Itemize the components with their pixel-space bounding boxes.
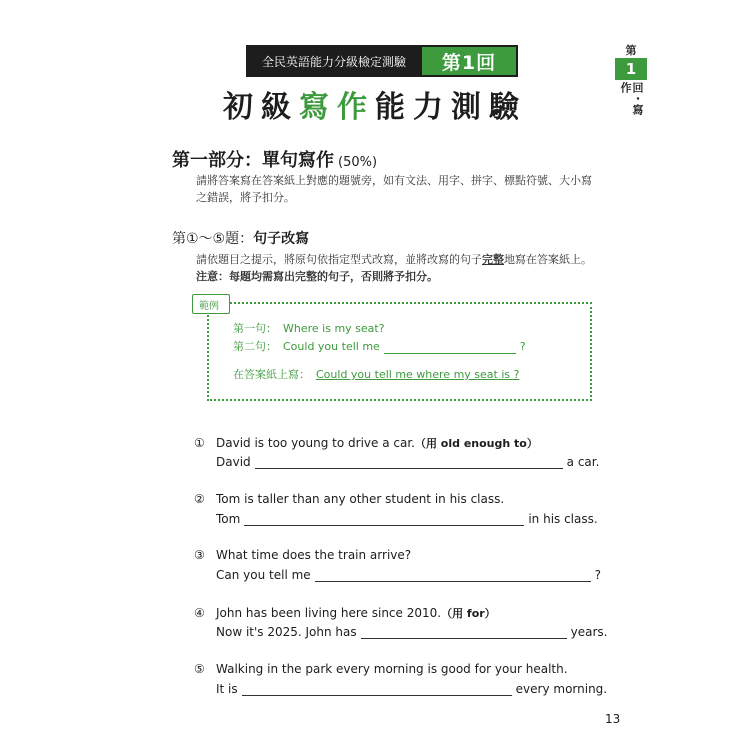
example-line1-label: 第一句： — [233, 322, 277, 335]
section-title-main: 句子改寫 — [253, 231, 310, 247]
answer-start: Can you tell me — [216, 568, 311, 582]
question-number: ② — [194, 492, 205, 506]
section-desc-emph: 完整 — [482, 253, 504, 266]
question-hint: （用 for） — [441, 607, 496, 620]
example-tag: 範例 — [192, 294, 230, 314]
round-badge: 第1回 — [422, 45, 518, 77]
section-instructions — [196, 251, 596, 268]
answer-start: Now it's 2025. John has — [216, 625, 357, 639]
answer-blank[interactable] — [255, 454, 563, 469]
section-title-prefix: 第①～⑤題： — [172, 231, 254, 247]
side-tab-text: 回・寫作 — [619, 82, 644, 115]
answer-line-3 — [216, 567, 601, 582]
question-text: John has been living here since 2010. — [216, 606, 442, 620]
answer-blank[interactable] — [361, 624, 567, 639]
side-tab — [615, 44, 647, 122]
example-answer — [233, 366, 519, 382]
question-5 — [194, 662, 594, 676]
answer-blank[interactable] — [242, 681, 512, 696]
answer-line-1 — [216, 454, 599, 469]
title-part1: 初級 — [223, 90, 299, 125]
side-tab-number: 1 — [615, 58, 647, 80]
question-hint: （用 old enough to） — [414, 437, 538, 450]
title-part2: 能力測驗 — [375, 90, 527, 125]
section-description — [196, 251, 596, 285]
answer-line-5 — [216, 681, 607, 696]
exam-name: 全民英語能力分級檢定測驗 — [246, 45, 422, 77]
exam-banner — [246, 45, 518, 77]
answer-end: every morning. — [515, 682, 608, 696]
part-title — [172, 146, 377, 172]
question-3 — [194, 548, 594, 562]
question-text: Walking in the park every morning is good for your health. — [216, 662, 568, 676]
question-1 — [194, 435, 594, 451]
answer-end: a car. — [566, 455, 600, 469]
answer-blank[interactable] — [244, 511, 524, 526]
side-tab-top: 第 — [625, 44, 637, 57]
section-title — [172, 228, 309, 248]
part-description: 請將答案寫在答案紙上對應的題號旁，如有文法、用字、拼字、標點符號、大小寫之錯誤，將予扣分。 — [196, 174, 592, 204]
answer-start: Tom — [216, 512, 241, 526]
example-answer-text: Could you tell me where my seat is ? — [316, 368, 520, 381]
answer-line-4 — [216, 624, 607, 639]
answer-end: ? — [594, 568, 602, 582]
example-line1-text: Where is my seat? — [283, 322, 385, 335]
question-number: ④ — [194, 606, 205, 620]
section-desc-after: 地寫在答案紙上。 — [504, 253, 592, 266]
question-number: ③ — [194, 548, 205, 562]
answer-blank[interactable] — [315, 567, 591, 582]
example-line-2 — [233, 338, 526, 354]
example-line-1 — [233, 320, 385, 336]
title-green: 寫作 — [299, 90, 375, 125]
question-text: What time does the train arrive? — [216, 548, 412, 562]
question-number: ① — [194, 436, 205, 450]
section-desc-before: 請依題目之提示，將原句依指定型式改寫，並將改寫的句子 — [196, 253, 482, 266]
answer-line-2 — [216, 511, 598, 526]
answer-end: years. — [570, 625, 608, 639]
question-text: David is too young to drive a car. — [216, 436, 415, 450]
answer-end: in his class. — [528, 512, 598, 526]
part-title-text: 第一部分：單句寫作 — [172, 150, 334, 171]
answer-start: It is — [216, 682, 238, 696]
part-percent: (50%) — [338, 155, 378, 170]
question-text: Tom is taller than any other student in his class. — [216, 492, 505, 506]
answer-start: David — [216, 455, 251, 469]
page-number: 13 — [605, 712, 621, 726]
example-line2-text: Could you tell me — [283, 340, 380, 353]
example-answer-label: 在答案紙上寫： — [233, 368, 310, 381]
example-line2-label: 第二句： — [233, 340, 277, 353]
question-number: ⑤ — [194, 662, 205, 676]
example-line2-end: ? — [519, 340, 526, 353]
question-2 — [194, 492, 594, 506]
question-4 — [194, 605, 594, 621]
example-blank — [384, 341, 516, 354]
section-note: 注意：每題均需寫出完整的句子，否則將予扣分。 — [196, 270, 438, 283]
